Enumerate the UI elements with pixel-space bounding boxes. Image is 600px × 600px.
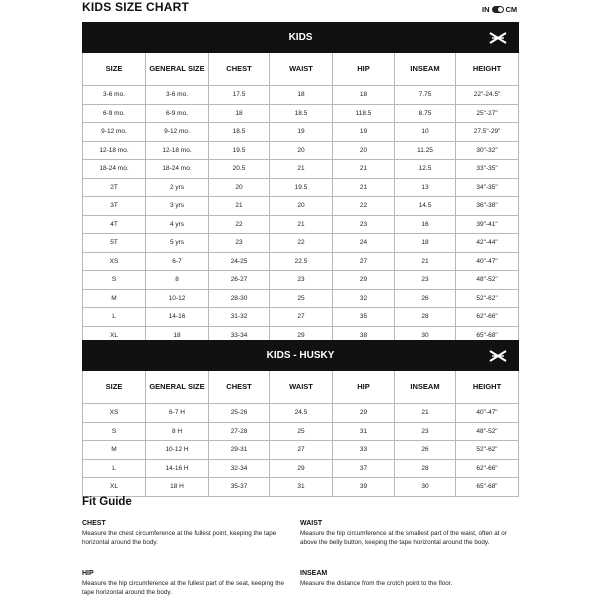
table-row [83, 141, 519, 160]
cell-size: L [83, 459, 146, 478]
table-row [83, 197, 519, 216]
cell-inseam: 21 [395, 252, 456, 271]
cell-hip: 118.5 [333, 104, 395, 123]
cell-general-size: 2 yrs [146, 178, 209, 197]
header-size: SIZE [83, 53, 146, 86]
cell-hip: 32 [333, 289, 395, 308]
cell-chest: 28-30 [209, 289, 270, 308]
header-chest: CHEST [209, 53, 270, 86]
header-general-size: GENERAL SIZE [146, 53, 209, 86]
cell-general-size: 18-24 mo. [146, 160, 209, 179]
table-row [83, 234, 519, 253]
cell-height: 25"-27" [456, 104, 519, 123]
table-row [83, 404, 519, 423]
cell-chest: 24-25 [209, 252, 270, 271]
toggle-knob [498, 7, 503, 12]
cell-waist: 27 [270, 441, 333, 460]
cell-size: S [83, 422, 146, 441]
fit-hip-desc: Measure the hip circumference at the fullest part of the seat, keeping the tape horizontal around the body. [82, 580, 284, 596]
cell-height: 36"-38" [456, 197, 519, 216]
unit-toggle[interactable] [482, 5, 517, 14]
cell-waist: 31 [270, 478, 333, 497]
cell-size: 4T [83, 215, 146, 234]
cell-waist: 21 [270, 215, 333, 234]
fit-item-waist [300, 520, 515, 547]
cell-size: 12-18 mo. [83, 141, 146, 160]
cell-height: 52"-62" [456, 289, 519, 308]
table-row [83, 478, 519, 497]
table-row [83, 123, 519, 142]
husky-table-body [83, 404, 519, 497]
cell-waist: 18 [270, 86, 333, 105]
cell-general-size: 8 H [146, 422, 209, 441]
cell-inseam: 8.75 [395, 104, 456, 123]
cell-general-size: 6-9 mo. [146, 104, 209, 123]
cell-waist: 21 [270, 160, 333, 179]
fit-chest-desc: Measure the chest circumference at the fullest point, keeping the tape horizontal around the body. [82, 530, 277, 546]
cell-general-size: 12-18 mo. [146, 141, 209, 160]
cell-height: 39"-41" [456, 215, 519, 234]
husky-size-table [82, 340, 519, 497]
cell-chest: 32-34 [209, 459, 270, 478]
header-general-size: GENERAL SIZE [146, 371, 209, 404]
fit-chest-title: CHEST [82, 520, 106, 527]
table-row [83, 441, 519, 460]
cell-height: 30"-32" [456, 141, 519, 160]
cell-size: M [83, 441, 146, 460]
brand-logo-icon [488, 31, 508, 45]
cell-chest: 29-31 [209, 441, 270, 460]
cell-hip: 19 [333, 123, 395, 142]
cell-hip: 31 [333, 422, 395, 441]
cell-waist: 29 [270, 459, 333, 478]
kids-banner [83, 23, 519, 53]
cell-size: XS [83, 252, 146, 271]
cell-general-size: 6-7 [146, 252, 209, 271]
cell-inseam: 26 [395, 441, 456, 460]
husky-banner [83, 341, 519, 371]
cell-chest: 21 [209, 197, 270, 216]
cell-size: 3T [83, 197, 146, 216]
fit-item-inseam [300, 570, 515, 588]
cell-inseam: 13 [395, 178, 456, 197]
cell-hip: 29 [333, 271, 395, 290]
fit-item-hip [82, 570, 297, 597]
cell-waist: 19.5 [270, 178, 333, 197]
page-title: KIDS SIZE CHART [82, 0, 190, 14]
husky-header-row [83, 371, 519, 404]
cell-inseam: 28 [395, 459, 456, 478]
table-row [83, 289, 519, 308]
table-row [83, 422, 519, 441]
cell-inseam: 10 [395, 123, 456, 142]
cell-waist: 19 [270, 123, 333, 142]
cell-size: M [83, 289, 146, 308]
fit-inseam-title: INSEAM [300, 570, 328, 577]
kids-banner-title: KIDS [288, 32, 313, 43]
cell-chest: 23 [209, 234, 270, 253]
fit-inseam-desc: Measure the distance from the crotch point to the floor. [300, 580, 453, 587]
cell-hip: 37 [333, 459, 395, 478]
cell-chest: 18 [209, 104, 270, 123]
cell-general-size: 8 [146, 271, 209, 290]
cell-general-size: 10-12 H [146, 441, 209, 460]
kids-header-row [83, 53, 519, 86]
cell-size: 6-9 mo. [83, 104, 146, 123]
cell-inseam: 23 [395, 422, 456, 441]
brand-logo-icon [488, 349, 508, 363]
cell-waist: 24.5 [270, 404, 333, 423]
cell-hip: 39 [333, 478, 395, 497]
cell-general-size: 3-6 mo. [146, 86, 209, 105]
kids-size-table [82, 22, 519, 345]
cell-general-size: 18 H [146, 478, 209, 497]
cell-hip: 29 [333, 404, 395, 423]
cell-general-size: 5 yrs [146, 234, 209, 253]
cell-size: XL [83, 478, 146, 497]
cell-size: XS [83, 404, 146, 423]
cell-chest: 26-27 [209, 271, 270, 290]
cell-chest: 35-37 [209, 478, 270, 497]
cell-general-size: 6-7 H [146, 404, 209, 423]
cell-height: 65"-68" [456, 478, 519, 497]
table-row [83, 271, 519, 290]
header-hip: HIP [333, 53, 395, 86]
cell-size: XL [83, 326, 146, 345]
header-inseam: INSEAM [395, 371, 456, 404]
cell-height: 62"-66" [456, 459, 519, 478]
cell-general-size: 9-12 mo. [146, 123, 209, 142]
cell-hip: 23 [333, 215, 395, 234]
header-inseam: INSEAM [395, 53, 456, 86]
cell-waist: 29 [270, 326, 333, 345]
table-row [83, 178, 519, 197]
cell-hip: 22 [333, 197, 395, 216]
cell-waist: 23 [270, 271, 333, 290]
cell-chest: 20 [209, 178, 270, 197]
cell-height: 22"-24.5" [456, 86, 519, 105]
cell-inseam: 18 [395, 234, 456, 253]
cell-waist: 22 [270, 234, 333, 253]
header-chest: CHEST [209, 371, 270, 404]
cell-chest: 17.5 [209, 86, 270, 105]
cell-hip: 27 [333, 252, 395, 271]
cell-height: 62"-66" [456, 308, 519, 327]
cell-height: 27.5"-29" [456, 123, 519, 142]
cell-general-size: 14-16 H [146, 459, 209, 478]
cell-inseam: 30 [395, 326, 456, 345]
table-row [83, 86, 519, 105]
cell-inseam: 11.25 [395, 141, 456, 160]
cell-size: 3-6 mo. [83, 86, 146, 105]
header-size: SIZE [83, 371, 146, 404]
cell-waist: 22.5 [270, 252, 333, 271]
cell-size: 9-12 mo. [83, 123, 146, 142]
cell-hip: 18 [333, 86, 395, 105]
cell-chest: 18.5 [209, 123, 270, 142]
cell-inseam: 21 [395, 404, 456, 423]
cell-hip: 38 [333, 326, 395, 345]
cell-size: 5T [83, 234, 146, 253]
header-waist: WAIST [270, 371, 333, 404]
kids-banner-row [83, 23, 519, 53]
cell-inseam: 26 [395, 289, 456, 308]
kids-table-body [83, 86, 519, 345]
cell-waist: 18.5 [270, 104, 333, 123]
header-hip: HIP [333, 371, 395, 404]
table-row [83, 459, 519, 478]
cell-inseam: 7.75 [395, 86, 456, 105]
cell-height: 33"-35" [456, 160, 519, 179]
cell-waist: 25 [270, 422, 333, 441]
cell-chest: 19.5 [209, 141, 270, 160]
cell-waist: 27 [270, 308, 333, 327]
cell-height: 40"-47" [456, 404, 519, 423]
cell-inseam: 12.5 [395, 160, 456, 179]
fit-item-chest [82, 520, 297, 547]
table-row [83, 308, 519, 327]
fit-waist-desc: Measure the hip circumference at the smallest part of the waist, often at or above the belly button, keeping the tape horizontal around the body. [300, 530, 507, 546]
cell-inseam: 16 [395, 215, 456, 234]
fit-guide-title: Fit Guide [82, 496, 132, 508]
cell-height: 48"-52" [456, 422, 519, 441]
cell-height: 48"-52" [456, 271, 519, 290]
cell-inseam: 23 [395, 271, 456, 290]
header-waist: WAIST [270, 53, 333, 86]
cell-general-size: 14-16 [146, 308, 209, 327]
cell-waist: 20 [270, 141, 333, 160]
cell-height: 52"-62" [456, 441, 519, 460]
cell-inseam: 28 [395, 308, 456, 327]
unit-cm-label: CM [505, 5, 518, 14]
fit-waist-title: WAIST [300, 520, 323, 527]
cell-size: 18-24 mo. [83, 160, 146, 179]
cell-hip: 20 [333, 141, 395, 160]
cell-general-size: 10-12 [146, 289, 209, 308]
husky-banner-title: KIDS - HUSKY [266, 350, 335, 361]
cell-inseam: 14.5 [395, 197, 456, 216]
cell-general-size: 18 [146, 326, 209, 345]
cell-chest: 33-34 [209, 326, 270, 345]
cell-hip: 33 [333, 441, 395, 460]
cell-size: 2T [83, 178, 146, 197]
cell-hip: 24 [333, 234, 395, 253]
cell-chest: 31-32 [209, 308, 270, 327]
cell-chest: 25-26 [209, 404, 270, 423]
cell-waist: 25 [270, 289, 333, 308]
table-row [83, 160, 519, 179]
cell-size: L [83, 308, 146, 327]
cell-hip: 21 [333, 160, 395, 179]
cell-general-size: 4 yrs [146, 215, 209, 234]
cell-waist: 20 [270, 197, 333, 216]
cell-height: 40"-47" [456, 252, 519, 271]
husky-banner-row [83, 341, 519, 371]
table-row [83, 215, 519, 234]
cell-size: S [83, 271, 146, 290]
header-height: HEIGHT [456, 53, 519, 86]
cell-hip: 35 [333, 308, 395, 327]
table-row [83, 252, 519, 271]
cell-height: 42"-44" [456, 234, 519, 253]
cell-chest: 27-28 [209, 422, 270, 441]
unit-toggle-switch[interactable] [492, 6, 504, 13]
cell-height: 65"-68" [456, 326, 519, 345]
cell-hip: 21 [333, 178, 395, 197]
cell-height: 34"-35" [456, 178, 519, 197]
header-height: HEIGHT [456, 371, 519, 404]
cell-chest: 22 [209, 215, 270, 234]
cell-inseam: 30 [395, 478, 456, 497]
unit-in-label: IN [482, 5, 490, 14]
table-row [83, 104, 519, 123]
cell-general-size: 3 yrs [146, 197, 209, 216]
cell-chest: 20.5 [209, 160, 270, 179]
fit-hip-title: HIP [82, 570, 94, 577]
